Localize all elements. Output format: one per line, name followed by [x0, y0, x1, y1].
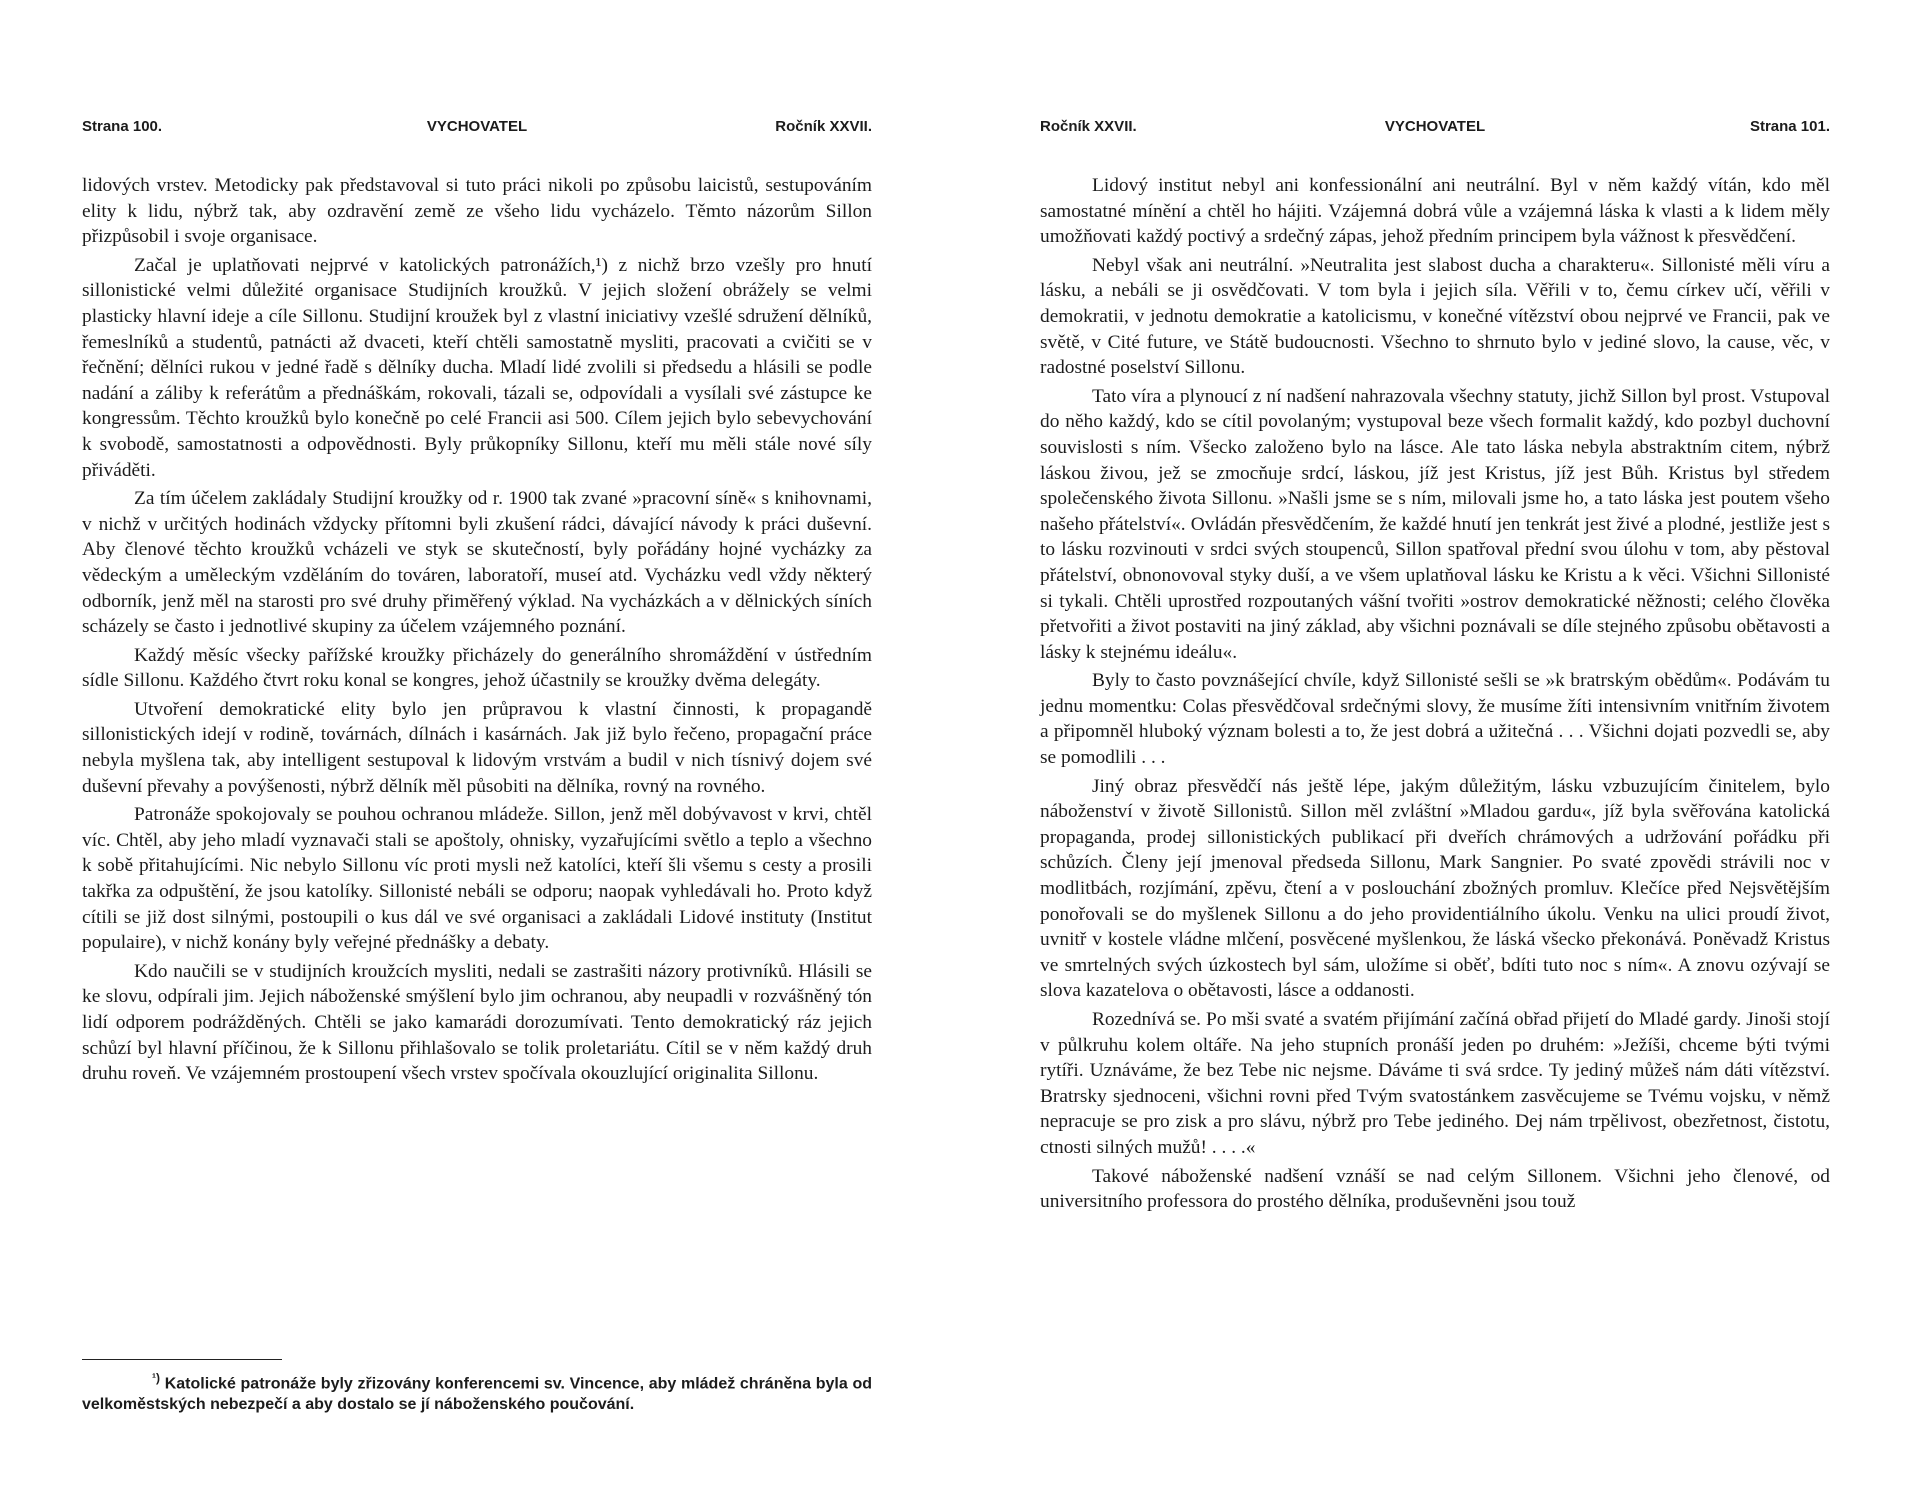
paragraph: Nebyl však ani neutrální. »Neutralita jest slabost ducha a charakteru«. Sillonisté měli víru a lásku, a nebáli se ji osvědčovati. V tom byla i jejich síla. Věřili v to, čemu církev učí, věřili v demokratii, v jednotu demokratie a katolicismu, v konečné vítězství obou nejprvé ve Francii, pak ve světě, v Cité future, ve Státě budoucnosti. Všechno to shrnuto bylo v jediné slovo, la cause, věc, v radostné poselství Sillonu. — [1040, 254, 1830, 379]
right-page — [1040, 0, 1830, 1501]
body-text — [1040, 173, 1830, 1218]
body-text — [82, 173, 872, 1090]
paragraph: Tato víra a plynoucí z ní nadšení nahrazovala všechny statuty, jichž Sillon byl prost. Vstupoval do něho každý, kdo se cítil povolaným; vystupoval beze všech formalit každý, kdo pozbyl duchovní souvislosti s ním. Všecko založeno bylo na lásce. Ale tato láska nebyla abstraktním citem, nýbrž láskou živou, jež se zmocňuje srdcí, láskou, jíž jest Kristus, jíž jest Bůh. Kristus byl středem společenského života Sillonu. »Našli jsme se s ním, milovali jsme ho, a tato láska jest poutem všeho našeho přátelství«. Ovládán přesvědčením, že každé hnutí jen tenkrát jest živé a plodné, jestliže jest s to lásku rozvinouti v srdci svých stoupenců, Sillon spatřoval přední svou úlohu v tom, aby pěstoval přátelství, obnonovoval styky duší, a ve všem uplatňoval lásku ke Kristu a k věci. Všichni Sillonisté si tykali. Chtěli uprostřed rozpoutaných vášní tvořiti »ostrov demokratické něžnosti; celého člověka přetvořiti a život postaviti na jiný základ, aby všichni poznávali se díle stejného způsobu obětavosti a lásky k stejnému ideálu«. — [1040, 385, 1830, 663]
footnote — [82, 1368, 872, 1415]
paragraph: Začal je uplatňovati nejprvé v katolických patronážích,¹) z nichž brzo vzešly pro hnutí sillonistické velmi důležité organisace Studijních kroužků. V jejich složení obrážely se velmi plasticky hlavní ideje a cíle Sillonu. Studijní kroužek byl z vlastní iniciativy vzešlé sdružení dělníků, řemeslníků a studentů, patnácti až dvaceti, kteří chtěli samostatně mysliti, pracovati a cvičiti se v řečnění; dělníci rukou v jedné řadě s dělníky ducha. Mladí lidé zvolili si předsedu a hlásili se podle nadání a záliby k referátům a přednáškám, rokovali, tázali se, odpovídali a vysílali své zástupce ke kongressům. Těchto kroužků bylo konečně po celé Francii asi 500. Cílem jejich bylo sebevychování k svobodě, samostatnosti a odpovědnosti. Byly průkopníky Sillonu, kteří mu měli stále nové síly přiváděti. — [82, 254, 872, 481]
journal-title: VYCHOVATEL — [426, 118, 528, 135]
page-header — [82, 118, 872, 142]
paragraph: Jiný obraz přesvědčí nás ještě lépe, jakým důležitým, lásku vzbuzujícím činitelem, bylo náboženství v životě Sillonistů. Sillon měl zvláštní »Mladou gardu«, jíž byla svěřována katolická propaganda, prodej sillonistických publikací při dveřích chrámových a udržování pořádku při schůzích. Členy její jmenoval předseda Sillonu, Mark Sangnier. Po svaté zpovědi strávili noc v modlitbách, rozjímání, zpěvu, čtení a v poslouchání zbožných promluv. Klečíce před Nejsvětějším ponořovali se do myšlenek Sillonu a do jeho providentiálního úkolu. Venku na ulici proudí život, uvnitř v kostele vládne mlčení, posvěcené myšlenkou, že láská všecko překonává. Poněvadž Kristus ve smrtelných svých úzkostech byl sám, uložíme si oběť, bdíti tuto noc s ním«. A znovu ozývají se slova kazatelova o obětavosti, lásce a oddanosti. — [1040, 775, 1830, 1002]
volume-label: Ročník XXVII. — [1040, 118, 1137, 135]
paragraph: Lidový institut nebyl ani konfessionální ani neutrální. Byl v něm každý vítán, kdo měl samostatné mínění a chtěl ho hájiti. Vzájemná dobrá vůle a vzájemná láska k vlasti a k lidem měly umožňovati každý poctivý a srdečný zápas, jehož předním principem byla vážnost k přesvědčení. — [1040, 175, 1830, 248]
journal-title: VYCHOVATEL — [1384, 118, 1486, 135]
paragraph: Byly to často povznášející chvíle, když Sillonisté sešli se »k bratrským obědům«. Podávám tu jednu momentku: Colas přesvědčoval srdečnými slovy, že musíme žíti intensivním vnitřním životem a připomněl hluboký význam bolesti a to, že jest dobrá a užitečná . . . Všichni dojati pozvedli se, aby se pomodlili . . . — [1040, 670, 1830, 769]
page-number: Strana 101. — [1749, 118, 1830, 135]
footnote-divider — [82, 1359, 282, 1360]
left-page — [82, 0, 872, 1501]
paragraph: Kdo naučili se v studijních kroužcích mysliti, nedali se zastrašiti názory protivníků. Hlásili se ke slovu, odpírali jim. Jejich náboženské smýšlení bylo jim ochranou, aby neupadli v rozvášněný tón lidí odporem podrážděných. Chtěli se jako kamarádi dorozumívati. Tento demokratický ráz jejich schůzí byl hlavní příčinou, že k Sillonu přihlašovalo se tolik proletariátu. Cítil se v něm každý druh druhu roveň. Ve vzájemném prostoupení všech vrstev spočívala okouzlující originalita Sillonu. — [82, 960, 872, 1085]
volume-label: Ročník XXVII. — [775, 118, 872, 135]
paragraph: Rozednívá se. Po mši svaté a svatém přijímání začíná obřad přijetí do Mladé gardy. Jinoši stojí v půlkruhu kolem oltáře. Na jeho stupních pronáší jeden po druhém: »Ježíši, chceme býti tvými rytíři. Uznáváme, že bez Tebe nic nejsme. Dáváme ti svá srdce. Ty jediný můžeš nám dáti vítězství. Bratrsky sjednoceni, všichni rovni před Tvým svatostánkem zasvěcujeme se Tvému vojsku, v němž nepracuje se pro zisk a pro slávu, nýbrž pro Tebe jediného. Dej nám trpělivost, obezřetnost, čistotu, ctnosti silných mužů! . . . .« — [1040, 1009, 1830, 1158]
paragraph: Takové náboženské nadšení vznáší se nad celým Sillonem. Všichni jeho členové, od universitního professora do prostého dělníka, produševněni jsou touž — [1040, 1165, 1830, 1213]
page-number: Strana 100. — [82, 118, 163, 135]
footnote-mark: ¹) — [152, 1371, 160, 1385]
paragraph: lidových vrstev. Metodicky pak představoval si tuto práci nikoli po způsobu laicistů, sestupováním elity k lidu, nýbrž tak, aby ozdravění země ze všeho lidu vycházelo. Těmto názorům Sillon přizpůsobil i svoje organisace. — [82, 175, 872, 248]
footnote-text: Katolické patronáže byly zřizovány konferencemi sv. Vincence, aby mládež chráněna byla od velkoměstských nebezpečí a aby dostalo se jí náboženského poučování. — [82, 1375, 873, 1414]
paragraph: Patronáže spokojovaly se pouhou ochranou mládeže. Sillon, jenž měl dobývavost v krvi, chtěl víc. Chtěl, aby jeho mladí vyznavači stali se apoštoly, ohnisky, vyzařujícími světlo a teplo a všechno k sobě přitahujícími. Nic nebylo Sillonu víc proti mysli než katolíci, kteří šli všemu s cesty a prosili takřka za odpuštění, že jsou katolíky. Sillonisté nebáli se odporu; naopak vyhledávali ho. Proto když cítili se již dost silnými, postoupili o kus dál ve své organisaci a zakládali Lidové instituty (Institut populaire), v nichž konány byly veřejné přednášky a debaty. — [82, 804, 872, 954]
paragraph: Za tím účelem zakládaly Studijní kroužky od r. 1900 tak zvané »pracovní síně« s knihovnami, v nichž v určitých hodinách vždycky přítomni byli zkušení rádci, dávající návody k práci duševní. Aby členové těchto kroužků vcházeli ve styk se skutečností, byly pořádány hojné vycházky za vědeckým a uměleckým vzděláním do továren, laboratoří, museí atd. Vycházku vedl vždy některý odborník, jenž měl na starosti pro své druhy přiměřený výklad. Na vycházkách a v dělnických síních scházely se často i jednotlivé skupiny za účelem vzájemného poznání. — [82, 488, 872, 638]
paragraph: Každý měsíc všecky pařížské kroužky přicházely do generálního shromáždění v ústředním sídle Sillonu. Každého čtvrt roku konal se kongres, jehož účastnily se kroužky dvěma delegáty. — [82, 644, 872, 692]
paragraph: Utvoření demokratické elity bylo jen průpravou k vlastní činnosti, k propagandě sillonistických idejí v rodině, továrnách, dílnách i kasárnách. Jak již bylo řečeno, propagační práce nebyla myšlena tak, aby intelligent sestupoval k lidovým vrstvám a budil v nich tísnivý dojem své duševní převahy a povýšenosti, nýbrž dělník měl působiti na dělníka, rovný na rovného. — [82, 698, 872, 797]
page-header — [1040, 118, 1830, 142]
